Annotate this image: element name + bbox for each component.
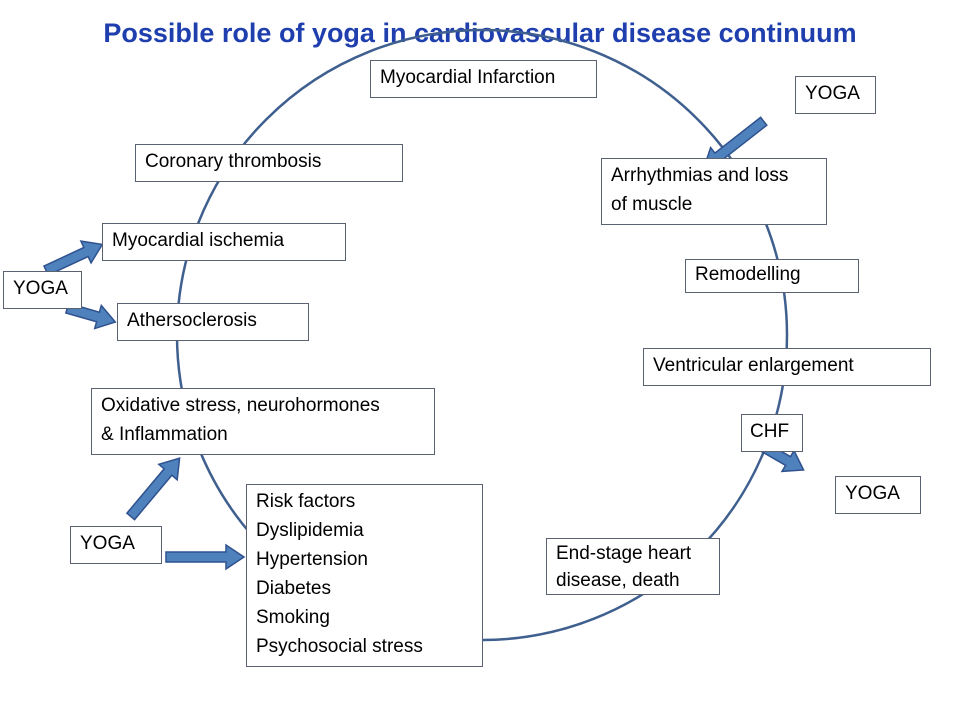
risk-factor-item: Dyslipidemia — [256, 520, 364, 541]
risk-factor-item: Hypertension — [256, 549, 368, 570]
yoga-box-bottom-left: YOGA — [70, 526, 162, 564]
node-atherosclerosis: Athersoclerosis — [117, 303, 309, 341]
node-ventricular-enlargement: Ventricular enlargement — [643, 348, 931, 386]
end-stage-line-1: End-stage heart — [556, 543, 692, 564]
arrhythmias-line-1: Arrhythmias and loss — [611, 165, 789, 186]
node-myocardial-ischemia: Myocardial ischemia — [102, 223, 346, 261]
node-risk-factors — [246, 484, 483, 667]
arrhythmias-line-2: of muscle — [611, 194, 693, 215]
yoga-box-left-middle: YOGA — [3, 271, 82, 309]
risk-factor-item: Psychosocial stress — [256, 636, 423, 657]
node-coronary-thrombosis: Coronary thrombosis — [135, 144, 403, 182]
node-oxidative-stress — [91, 388, 435, 455]
end-stage-line-2: disease, death — [556, 570, 680, 591]
risk-factor-item: Smoking — [256, 607, 330, 628]
yoga-arrow-to-risk-factors — [166, 545, 244, 569]
node-end-stage — [546, 538, 720, 595]
oxidative-stress-line-1: Oxidative stress, neurohormones — [101, 395, 380, 416]
risk-factor-item: Diabetes — [256, 578, 331, 599]
yoga-arrow-to-oxidative-stress — [122, 450, 189, 524]
node-remodelling: Remodelling — [685, 259, 859, 293]
yoga-box-top-right: YOGA — [795, 76, 876, 114]
diagram-title: Possible role of yoga in cardiovascular disease continuum — [103, 18, 857, 48]
oxidative-stress-line-2: & Inflammation — [101, 424, 228, 445]
node-chf: CHF — [741, 414, 803, 452]
node-myocardial-infarction: Myocardial Infarction — [370, 60, 597, 98]
risk-factors-heading: Risk factors — [256, 491, 356, 512]
yoga-box-bottom-right: YOGA — [835, 476, 921, 514]
node-arrhythmias — [601, 158, 827, 225]
